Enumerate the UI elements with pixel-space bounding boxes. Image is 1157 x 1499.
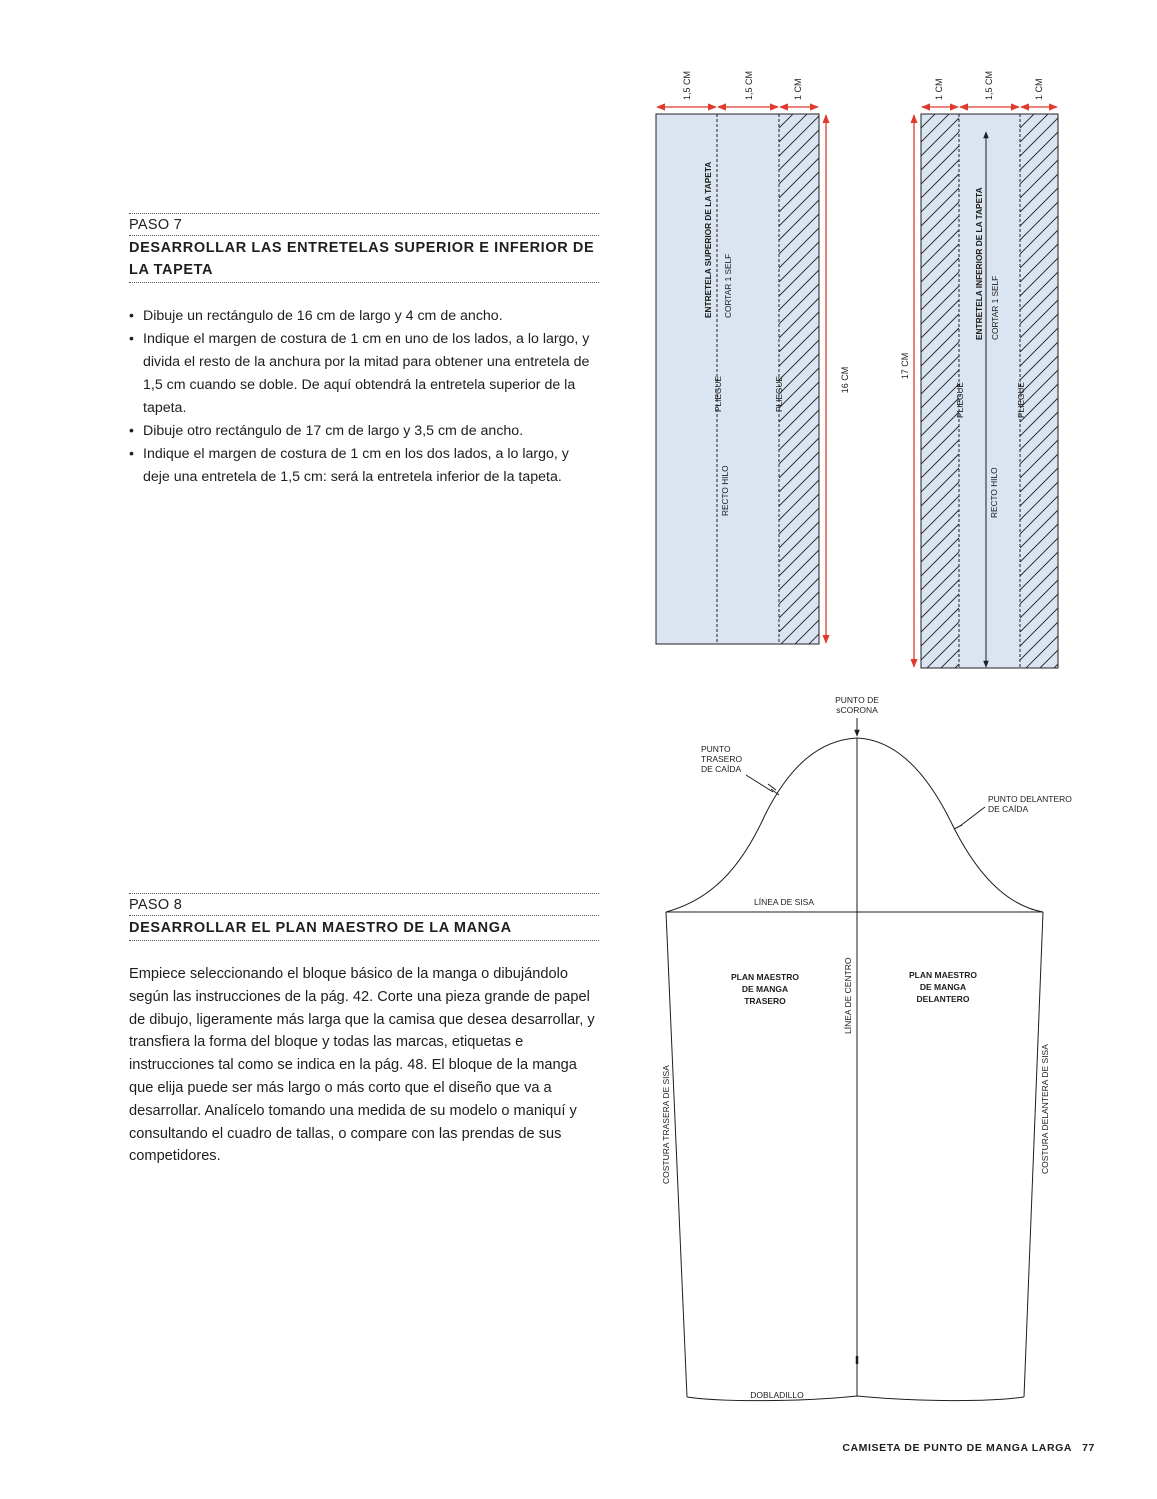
center-line-label: LÍNEA DE CENTRO	[843, 957, 853, 1034]
running-title: CAMISETA DE PUNTO DE MANGA LARGA	[842, 1442, 1073, 1454]
cut-instruction: CORTAR 1 SELF	[990, 275, 1000, 340]
piece-title: ENTRETELA INFERIOR DE LA TAPETA	[974, 187, 984, 340]
back-drop-label: DE CAÍDA	[701, 764, 742, 774]
leader-line	[746, 775, 773, 792]
upper-facing-pattern	[656, 71, 850, 716]
leader-line	[960, 807, 985, 826]
front-panel-label: DELANTERO	[916, 994, 970, 1004]
list-item: • Indique el margen de costura de 1 cm en los dos lados, a lo largo, y deje una entretela de 1,5 cm: será la entretela inferior de la tapeta.	[129, 443, 599, 489]
dimension-label: 1 CM	[793, 78, 803, 100]
front-panel-label: PLAN MAESTRO	[909, 970, 977, 980]
hem-curve	[687, 1396, 1024, 1401]
sleeve-labels	[661, 695, 1072, 1400]
page-number: 77	[1082, 1442, 1095, 1454]
dimension-label: 17 CM	[900, 352, 910, 380]
back-panel-label: PLAN MAESTRO	[731, 972, 799, 982]
fold-label: PLIEGUE	[713, 376, 723, 412]
front-drop-label: DE CAÍDA	[988, 804, 1029, 814]
list-item: • Dibuje otro rectángulo de 17 cm de largo y 3,5 cm de ancho.	[129, 420, 599, 443]
back-seam-label: COSTURA TRASERA DE SISA	[661, 1065, 671, 1184]
front-notch	[954, 825, 962, 829]
step7-number: PASO 7	[129, 217, 183, 233]
bicep-line-label: LÍNEA DE SISA	[754, 897, 814, 907]
dimension-label: 1 CM	[1034, 78, 1044, 100]
dimension-label: 1,5 CM	[682, 70, 692, 100]
step8-title: DESARROLLAR EL PLAN MAESTRO DE LA MANGA	[129, 920, 512, 936]
front-panel-label: DE MANGA	[919, 982, 967, 992]
grainline-label: RECTO HILO	[720, 465, 730, 516]
fold-label: PLIEGUE	[774, 376, 784, 412]
back-drop-label: PUNTO	[701, 744, 731, 754]
crown-label: PUNTO DE	[835, 695, 879, 705]
dimension-label: 1,5 CM	[984, 70, 994, 100]
sleeve-pattern	[666, 718, 1043, 1401]
crown-label: sCORONA	[836, 705, 878, 715]
step8-paragraph: Empiece seleccionando el bloque básico de la manga o dibujándolo según las instrucciones de la pág. 42. Corte una pieza grande de papel de dibujo, ligeramente más larga que la camisa que desea desarrollar, y transfiera la forma del bloque y todas las marcas, etiquetas e instrucciones tal como se indica en la pág. 48. El bloque de la manga que elija puede ser más largo o más corto que el diseño que va a desarrollar. Analícelo tomando una medida de su modelo o maniquí y consultando el cuadro de tallas, o compare con las prendas de sus competidores.	[129, 966, 595, 1165]
hem-label: DOBLADILLO	[750, 1390, 804, 1400]
front-seam-label: COSTURA DELANTERA DE SISA	[1040, 1044, 1050, 1174]
step8-number: PASO 8	[129, 897, 183, 913]
dimension-label: 1,5 CM	[744, 70, 754, 100]
page-footer	[842, 1442, 1095, 1454]
cut-instruction: CORTAR 1 SELF	[723, 253, 733, 318]
list-item: • Indique el margen de costura de 1 cm en uno de los lados, a lo largo, y divida el resto de la anchura por la mitad para obtener una entretela de 1,5 cm cuando se doble. De aquí obtendrá la entretela superior de la tapeta.	[129, 328, 599, 420]
dimension-label: 16 CM	[840, 366, 850, 394]
piece-title: ENTRETELA SUPERIOR DE LA TAPETA	[703, 161, 713, 318]
back-panel-label: DE MANGA	[741, 984, 789, 994]
fold-label: PLIEGUE	[955, 382, 965, 418]
back-panel-label: TRASERO	[744, 996, 786, 1006]
front-drop-label: PUNTO DELANTERO	[988, 794, 1072, 804]
dimension-label: 1 CM	[934, 78, 944, 100]
lower-facing-pattern	[900, 71, 1058, 730]
back-drop-label: TRASERO	[701, 754, 743, 764]
list-item: • Dibuje un rectángulo de 16 cm de largo y 4 cm de ancho.	[129, 305, 599, 328]
grainline-label: RECTO HILO	[989, 467, 999, 518]
step7-title: DESARROLLAR LAS ENTRETELAS SUPERIOR E INFERIOR DE LA TAPETA	[129, 240, 595, 278]
fold-label: PLIEGUE	[1016, 382, 1026, 418]
